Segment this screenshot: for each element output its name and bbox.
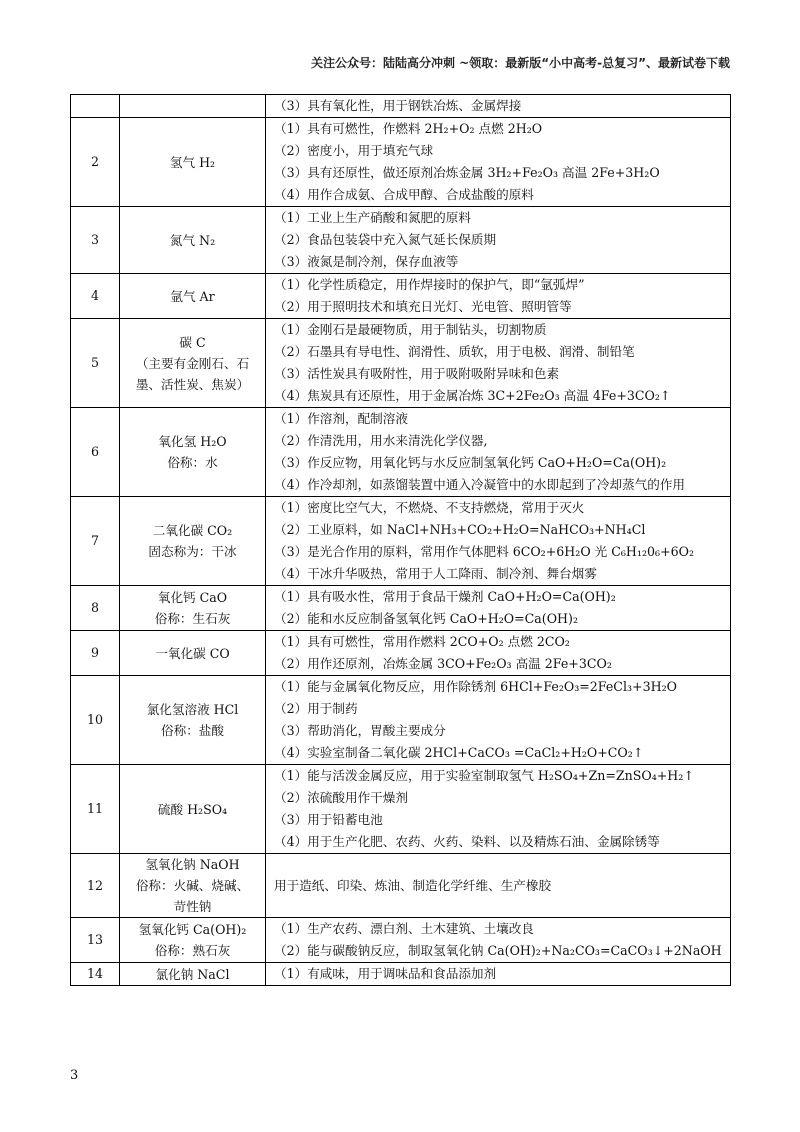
use-line: （2）工业原料，如 NaCl+NH₃+CO₂+H₂O=NaHCO₃+NH₄Cl <box>274 522 646 537</box>
row-number: 4 <box>71 274 120 319</box>
use-line: （1）能与金属氧化物反应，用作除锈剂 6HCl+Fe₂O₃=2FeCl₃+3H₂O <box>274 679 677 694</box>
substance-name-line: 氢氧化钠 NaOH <box>145 857 240 872</box>
substance-name-line: 墨、活性炭、焦炭） <box>135 376 250 392</box>
use-line: （4）焦炭具有还原性，用于金属冶炼 3C+2Fe₂O₃ 高温 4Fe+3CO₂↑ <box>274 388 671 403</box>
substance-name-line: 氮气 N₂ <box>169 232 216 248</box>
use-line: （4）作冷却剂，如蒸馏装置中通入冷凝管中的水即起到了冷却蒸气的作用 <box>274 477 686 492</box>
table-row <box>71 854 731 918</box>
substance-name-line: 氯化氢溶液 HCl <box>146 702 239 717</box>
page-header: 关注公众号：陆陆高分冲刺 ~领取：最新版“小中高考-总复习”、最新试卷下载 <box>311 56 730 70</box>
use-line: （1）生产农药、漂白剂、土木建筑、土壤改良 <box>274 921 534 936</box>
substance-name-cell <box>120 319 266 408</box>
use-line: （1）具有可燃性，常用作燃料 2CO+O₂ 点燃 2CO₂ <box>274 634 570 649</box>
uses-cell <box>266 631 731 676</box>
use-line: （1）具有吸水性，常用于食品干燥剂 CaO+H₂O=Ca(OH)₂ <box>274 589 616 604</box>
substance-name-line: 氢气 H₂ <box>169 154 216 170</box>
substance-name-line: 俗称：生石灰 <box>154 611 231 626</box>
use-line: （2）用于制药 <box>274 701 358 716</box>
row-number: 8 <box>71 586 120 631</box>
uses-cell <box>266 586 731 631</box>
substance-name-line: 氯化钠 NaCl <box>155 966 230 982</box>
substance-name-line: 俗称：水 <box>167 455 218 470</box>
use-line: （4）用于生产化肥、农药、火药、染料、以及精炼石油、金属除锈等 <box>274 834 660 849</box>
use-line: （1）能与活泼金属反应，用于实验室制取氢气 H₂SO₄+Zn=ZnSO₄+H₂↑ <box>274 768 694 783</box>
substance-name-line: 碳 C <box>179 334 206 350</box>
table-body <box>71 95 731 986</box>
uses-cell <box>266 319 731 408</box>
uses-cell <box>266 274 731 319</box>
uses-cell <box>266 676 731 765</box>
substance-name-cell <box>120 854 266 918</box>
substance-name-line: 二氧化碳 CO₂ <box>152 523 233 538</box>
substance-name-cell <box>120 586 266 631</box>
use-line: （2）浓硫酸用作干燥剂 <box>274 790 408 805</box>
table-row <box>71 408 731 497</box>
table-row <box>71 586 731 631</box>
row-number: 7 <box>71 497 120 586</box>
table-row <box>71 676 731 765</box>
table-row <box>71 963 731 986</box>
uses-cell <box>266 918 731 963</box>
table-row <box>71 918 731 963</box>
row-number <box>71 95 120 118</box>
use-line: （1）具有可燃性，作燃料 2H₂+O₂ 点燃 2H₂O <box>274 121 543 136</box>
use-line: （2）用于照明技术和填充日光灯、光电管、照明管等 <box>274 299 572 314</box>
table-row <box>71 274 731 319</box>
substance-name-line: 氧化氢 H₂O <box>158 434 227 449</box>
substance-name-cell <box>120 497 266 586</box>
substance-name-line: 氩气 Ar <box>170 288 215 304</box>
use-line: （2）石墨具有导电性、润滑性、质软，用于电极、润滑、制铅笔 <box>274 344 635 359</box>
use-line: （3）活性炭具有吸附性，用于吸附吸附异味和色素 <box>274 366 560 381</box>
row-number: 6 <box>71 408 120 497</box>
use-line: （3）液氮是制冷剂，保存血液等 <box>274 254 459 269</box>
use-line: （1）有咸味，用于调味品和食品添加剂 <box>274 966 497 981</box>
substance-name-cell <box>120 631 266 676</box>
substance-name-line: 一氧化碳 CO <box>155 645 230 661</box>
row-number: 3 <box>71 207 120 274</box>
use-line: （1）化学性质稳定，用作焊接时的保护气，即“氩弧焊” <box>274 277 585 292</box>
use-line: （3）作反应物，用氧化钙与水反应制氢氧化钙 CaO+H₂O=Ca(OH)₂ <box>274 455 667 470</box>
table-row <box>71 118 731 207</box>
use-line: （3）具有氧化性，用于钢铁冶炼、金属焊接 <box>274 98 522 113</box>
use-line: （3）帮助消化，胃酸主要成分 <box>274 723 446 738</box>
use-line: （1）作溶剂，配制溶液 <box>274 411 408 426</box>
substance-name-cell <box>120 207 266 274</box>
uses-cell <box>266 95 731 118</box>
uses-cell <box>266 408 731 497</box>
substance-name-line: 氧化钙 CaO <box>157 590 228 605</box>
row-number: 2 <box>71 118 120 207</box>
substance-name-cell <box>120 963 266 986</box>
use-line: （4）干冰升华吸热，常用于人工降雨、制冷剂、舞台烟雾 <box>274 566 597 581</box>
uses-cell <box>266 963 731 986</box>
substance-name-cell <box>120 95 266 118</box>
uses-cell <box>266 207 731 274</box>
uses-cell <box>266 497 731 586</box>
substance-name-line: 氢氧化钙 Ca(OH)₂ <box>138 922 247 937</box>
use-line: （2）用作还原剂，冶炼金属 3CO+Fe₂O₃ 高温 2Fe+3CO₂ <box>274 656 612 671</box>
use-line: （1）工业上生产硝酸和氮肥的原料 <box>274 210 471 225</box>
use-line: （2）密度小，用于填充气球 <box>274 143 434 158</box>
use-line: （3）具有还原性，做还原剂冶炼金属 3H₂+Fe₂O₃ 高温 2Fe+3H₂O <box>274 165 660 180</box>
use-line: （4）实验室制备二氧化碳 2HCl+CaCO₃ =CaCl₂+H₂O+CO₂↑ <box>274 745 644 760</box>
substance-name-cell <box>120 408 266 497</box>
use-line: （1）金刚石是最硬物质，用于制钻头，切割物质 <box>274 322 547 337</box>
substance-name-cell <box>120 918 266 963</box>
substance-name-line: 俗称：熟石灰 <box>154 943 231 958</box>
substance-name-cell <box>120 676 266 765</box>
row-number: 13 <box>71 918 120 963</box>
row-number: 14 <box>71 963 120 986</box>
table-row <box>71 207 731 274</box>
use-line: （1）密度比空气大，不燃烧、不支持燃烧，常用于灭火 <box>274 500 585 515</box>
substance-name-line: （主要有金刚石、石 <box>135 355 250 371</box>
row-number: 10 <box>71 676 120 765</box>
substance-uses-table <box>70 94 731 986</box>
substance-name-cell <box>120 274 266 319</box>
table-row <box>71 319 731 408</box>
substance-name-cell <box>120 765 266 854</box>
page-number: 3 <box>70 1068 79 1083</box>
uses-cell <box>266 118 731 207</box>
substance-name-line: 固态称为：干冰 <box>148 544 237 559</box>
table-row <box>71 765 731 854</box>
row-number: 12 <box>71 854 120 918</box>
use-line: （4）用作合成氨、合成甲醇、合成盐酸的原料 <box>274 187 534 202</box>
use-line: （2）能与碳酸钠反应，制取氢氧化钠 Ca(OH)₂+Na₂CO₃=CaCO₃↓+2NaOH <box>274 943 722 958</box>
use-line: （3）是光合作用的原料，常用作气体肥料 6CO₂+6H₂O 光 C₆H₁₂0₆+6O₂ <box>274 544 695 559</box>
substance-name-line: 俗称：火碱、烧碱、 <box>135 878 250 893</box>
use-line: 用于造纸、印染、炼油、制造化学纤维、生产橡胶 <box>274 877 552 893</box>
row-number: 5 <box>71 319 120 408</box>
use-line: （2）作清洗用，用水来清洗化学仪器, <box>274 433 488 448</box>
use-line: （2）能和水反应制备氢氧化钙 CaO+H₂O=Ca(OH)₂ <box>274 611 578 626</box>
table-row <box>71 497 731 586</box>
table-row <box>71 631 731 676</box>
substance-name-cell <box>120 118 266 207</box>
uses-cell <box>266 765 731 854</box>
use-line: （2）食品包装袋中充入氮气延长保质期 <box>274 232 497 247</box>
table-row <box>71 95 731 118</box>
use-line: （3）用于铅蓄电池 <box>274 812 383 827</box>
row-number: 9 <box>71 631 120 676</box>
substance-name-line: 硫酸 H₂SO₄ <box>157 801 228 817</box>
uses-cell <box>266 854 731 918</box>
row-number: 11 <box>71 765 120 854</box>
substance-name-line: 苛性钠 <box>173 899 212 914</box>
substance-name-line: 俗称：盐酸 <box>161 723 224 738</box>
